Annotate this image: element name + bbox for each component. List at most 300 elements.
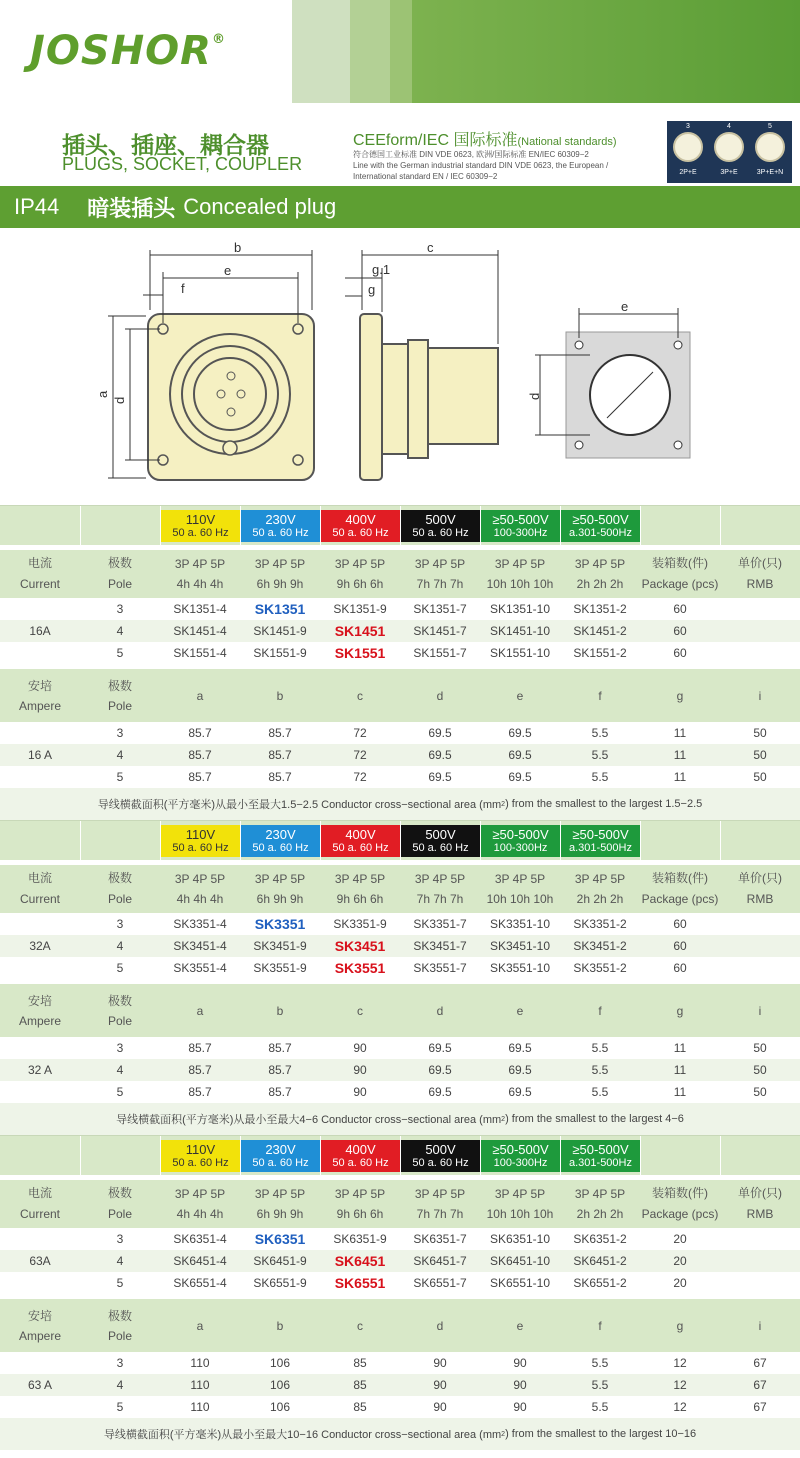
spec-block-16a: [0, 505, 800, 820]
dim-label-b: b: [234, 240, 242, 255]
model-code: SK1351-2: [573, 602, 627, 616]
model-code: SK1351: [254, 601, 306, 617]
dim-col-header: d: [436, 1318, 444, 1333]
conductor-note: 导线横截面积(平方毫米)从最小至最大1.5−2.5 Conductor cross−sectional area (mm 2 ) from the smallest to the largest 1.5−2.5: [0, 788, 800, 820]
spec-block-63a: [0, 1135, 800, 1450]
model-code: SK1551-10: [489, 646, 551, 660]
price-cell: [720, 620, 800, 642]
frequency-value: 100-300Hz: [493, 1157, 548, 1169]
dim-col-header: d: [436, 1003, 444, 1018]
dim-value: 85.7: [268, 748, 292, 762]
dim-value: 106: [269, 1400, 291, 1414]
dim-value: 5.5: [591, 1356, 609, 1370]
model-code: SK3551-7: [413, 961, 467, 975]
model-code: SK3451-7: [413, 939, 467, 953]
dim-label-e: e: [224, 263, 232, 278]
dim-value: 106: [269, 1356, 291, 1370]
dim-value: 85.7: [268, 1063, 292, 1077]
dim-value: 69.5: [508, 1085, 532, 1099]
voltage-badge: [401, 825, 480, 857]
pole-header: 极数 Pole: [107, 678, 133, 713]
package-header: 装箱数(件) Package (pcs): [641, 871, 719, 906]
dim-value: 85.7: [268, 1041, 292, 1055]
current-value: 16A: [29, 624, 51, 638]
voltage-value: ≥50-500V: [492, 512, 549, 527]
product-en-name: Concealed plug: [183, 194, 337, 219]
pole-cell: 4: [116, 939, 124, 953]
model-code: SK6451-10: [489, 1254, 551, 1268]
pole-group-header: 3P 4P 5P 7h 7h 7h: [414, 872, 466, 906]
frequency-value: 50 a. 60 Hz: [332, 842, 389, 854]
voltage-value: ≥50-500V: [492, 827, 549, 842]
dim-col-header: a: [196, 688, 204, 703]
model-header-row: [0, 1175, 800, 1228]
pole-group-header: 3P 4P 5P 10h 10h 10h: [486, 557, 554, 591]
pin-label-3pe: 3P+E: [720, 169, 738, 176]
model-rows: [0, 598, 800, 664]
dimension-rows: [0, 1037, 800, 1103]
pole-group-header: 3P 4P 5P 9h 6h 6h: [334, 1187, 386, 1221]
voltage-value: ≥50-500V: [572, 827, 629, 842]
model-code: SK3551-9: [253, 961, 307, 975]
model-code: SK1351-4: [173, 602, 227, 616]
frequency-value: a.301-500Hz: [569, 527, 632, 539]
dim-value: 69.5: [428, 726, 452, 740]
frequency-value: 50 a. 60 Hz: [252, 842, 309, 854]
pole-cell: 3: [116, 602, 124, 616]
voltage-value: 500V: [425, 512, 456, 527]
price-cell: [720, 957, 800, 979]
package-header: 装箱数(件) Package (pcs): [641, 556, 719, 591]
dim-col-header: g: [676, 1003, 684, 1018]
dim-col-header: b: [276, 1003, 284, 1018]
socket-5pin-icon: [755, 132, 785, 162]
dim-value: 85.7: [268, 770, 292, 784]
dimension-header-row: [0, 1294, 800, 1352]
price-header: 单价(只) RMB: [738, 1186, 782, 1221]
pole-group-header: 3P 4P 5P 10h 10h 10h: [486, 1187, 554, 1221]
product-cn-name: 暗装插头: [87, 195, 176, 221]
model-code: SK1551-9: [253, 646, 307, 660]
current-value: 63A: [29, 1254, 51, 1268]
cutout-label-e: e: [621, 299, 629, 314]
voltage-badge: [321, 825, 400, 857]
voltage-badge: [481, 1140, 560, 1172]
pole-cell: 4: [116, 748, 124, 762]
model-code: SK1451-2: [573, 624, 627, 638]
pole-header: 极数 Pole: [107, 1308, 133, 1343]
ampere-header: 安培 Ampere: [18, 678, 62, 713]
package-cell: 60: [673, 939, 687, 953]
ampere-value: 63 A: [27, 1378, 53, 1392]
pole-cell: 5: [116, 1276, 124, 1290]
dimension-row: [0, 766, 800, 788]
pole-group-header: 3P 4P 5P 4h 4h 4h: [174, 1187, 226, 1221]
dim-value: 85.7: [188, 1063, 212, 1077]
dim-label-g1: g.1: [372, 262, 391, 277]
model-code: SK3551-2: [573, 961, 627, 975]
price-cell: [720, 935, 800, 957]
voltage-badge: [321, 1140, 400, 1172]
model-code: SK3351-7: [413, 917, 467, 931]
model-code: SK3551-4: [173, 961, 227, 975]
pole-group-header: 3P 4P 5P 2h 2h 2h: [574, 872, 626, 906]
ip-rating: IP44: [14, 194, 60, 219]
frequency-value: 50 a. 60 Hz: [412, 527, 469, 539]
dim-value: 110: [190, 1400, 210, 1414]
model-code: SK1451-7: [413, 624, 467, 638]
frequency-value: a.301-500Hz: [569, 1157, 632, 1169]
pole-cell: 5: [116, 646, 124, 660]
current-header: 电流 Current: [19, 1186, 60, 1221]
price-cell: [720, 642, 800, 664]
model-code: SK3551: [334, 960, 386, 976]
pole-cell: 5: [116, 770, 124, 784]
dim-value: 85: [353, 1378, 367, 1392]
dim-value: 11: [673, 770, 687, 784]
dim-col-header: i: [758, 1003, 762, 1018]
dim-value: 11: [673, 726, 687, 740]
model-code: SK3451: [334, 938, 386, 954]
current-value: 32A: [29, 939, 51, 953]
dim-value: 50: [753, 748, 767, 762]
model-code: SK3451-4: [173, 939, 227, 953]
dim-value: 11: [673, 1041, 687, 1055]
model-code: SK6451-7: [413, 1254, 467, 1268]
model-header-row: [0, 545, 800, 598]
model-rows: [0, 1228, 800, 1294]
model-code: SK6451-9: [253, 1254, 307, 1268]
ampere-value: 32 A: [27, 1063, 53, 1077]
dim-value: 50: [753, 1063, 767, 1077]
model-code: SK6351-9: [333, 1232, 387, 1246]
pole-cell: 5: [116, 1400, 124, 1414]
model-row: [0, 1272, 800, 1294]
dim-col-header: a: [196, 1003, 204, 1018]
dim-value: 12: [673, 1356, 687, 1370]
dim-value: 90: [513, 1356, 527, 1370]
cutout-label-d: d: [527, 392, 542, 400]
dim-value: 69.5: [508, 1041, 532, 1055]
price-cell: [720, 1250, 800, 1272]
dimension-row: [0, 1081, 800, 1103]
dim-value: 67: [753, 1378, 767, 1392]
pole-cell: 5: [116, 961, 124, 975]
model-row: [0, 642, 800, 664]
model-code: SK1551-7: [413, 646, 467, 660]
model-code: SK1351-9: [333, 602, 387, 616]
dimension-row: [0, 1037, 800, 1059]
pole-cell: 3: [116, 917, 124, 931]
dim-value: 85: [353, 1400, 367, 1414]
voltage-badge: [561, 825, 640, 857]
model-row: [0, 1250, 800, 1272]
price-header: 单价(只) RMB: [738, 556, 782, 591]
model-code: SK1551-2: [573, 646, 627, 660]
voltage-badge: [241, 510, 320, 542]
model-row: [0, 957, 800, 979]
standard-title: CEEform/IEC 国际标准(National standards): [353, 132, 617, 149]
dim-value: 90: [353, 1085, 367, 1099]
pole-header: 极数 Pole: [107, 556, 133, 591]
pole-group-header: 3P 4P 5P 2h 2h 2h: [574, 1187, 626, 1221]
pole-header: 极数 Pole: [107, 1186, 133, 1221]
dim-value: 5.5: [591, 1041, 609, 1055]
pole-group-header: 3P 4P 5P 7h 7h 7h: [414, 557, 466, 591]
en-title: PLUGS, SOCKET, COUPLER: [62, 154, 303, 174]
pole-cell: 3: [116, 1356, 124, 1370]
dim-col-header: g: [676, 688, 684, 703]
voltage-badge: [401, 510, 480, 542]
voltage-header-row: [0, 505, 800, 545]
dim-label-f: f: [181, 281, 185, 296]
dim-value: 69.5: [428, 1063, 452, 1077]
dimension-row: [0, 722, 800, 744]
dim-value: 90: [353, 1063, 367, 1077]
frequency-value: 100-300Hz: [493, 842, 548, 854]
frequency-value: 50 a. 60 Hz: [172, 1157, 229, 1169]
dim-col-header: f: [598, 1318, 602, 1333]
dim-value: 90: [433, 1356, 447, 1370]
pin-count-5: 5: [768, 123, 772, 130]
current-header: 电流 Current: [19, 871, 60, 906]
pin-count-3: 3: [686, 123, 690, 130]
voltage-header-row: [0, 820, 800, 860]
dim-value: 110: [190, 1378, 210, 1392]
dim-value: 85.7: [268, 726, 292, 740]
dimension-header-row: [0, 664, 800, 722]
frequency-value: 50 a. 60 Hz: [412, 1157, 469, 1169]
model-code: SK6551-4: [173, 1276, 227, 1290]
dim-col-header: e: [516, 688, 524, 703]
dim-value: 69.5: [508, 726, 532, 740]
dimension-rows: [0, 722, 800, 788]
voltage-badge: [561, 1140, 640, 1172]
model-code: SK1451-9: [253, 624, 307, 638]
pole-cell: 4: [116, 1378, 124, 1392]
dim-value: 50: [753, 726, 767, 740]
dim-col-header: e: [516, 1318, 524, 1333]
voltage-badge: [401, 1140, 480, 1172]
voltage-header-row: [0, 1135, 800, 1175]
dim-value: 85.7: [188, 748, 212, 762]
voltage-value: 400V: [345, 827, 376, 842]
dim-value: 5.5: [591, 1400, 609, 1414]
dim-value: 85: [353, 1356, 367, 1370]
dim-value: 67: [753, 1400, 767, 1414]
model-row: [0, 620, 800, 642]
dim-value: 106: [269, 1378, 291, 1392]
price-cell: [720, 913, 800, 935]
pole-cell: 4: [116, 1063, 124, 1077]
voltage-badge: [241, 1140, 320, 1172]
voltage-value: 230V: [265, 1142, 296, 1157]
dimension-rows: [0, 1352, 800, 1418]
package-cell: 20: [673, 1232, 687, 1246]
model-header-row: [0, 860, 800, 913]
frequency-value: 50 a. 60 Hz: [332, 1157, 389, 1169]
price-header: 单价(只) RMB: [738, 871, 782, 906]
voltage-value: 230V: [265, 827, 296, 842]
voltage-value: 110V: [185, 827, 216, 842]
voltage-value: 110V: [185, 1142, 216, 1157]
dim-value: 72: [353, 748, 367, 762]
dim-value: 69.5: [508, 1063, 532, 1077]
pole-group-header: 3P 4P 5P 10h 10h 10h: [486, 872, 554, 906]
package-cell: 60: [673, 602, 687, 616]
model-code: SK6351: [254, 1231, 306, 1247]
model-code: SK6451-4: [173, 1254, 227, 1268]
dim-col-header: c: [357, 1318, 363, 1333]
dim-label-a: a: [95, 390, 110, 398]
dim-value: 90: [513, 1378, 527, 1392]
package-cell: 60: [673, 917, 687, 931]
dim-label-c: c: [427, 240, 434, 255]
pole-group-header: 3P 4P 5P 6h 9h 9h: [254, 557, 306, 591]
dim-value: 67: [753, 1356, 767, 1370]
dim-value: 11: [673, 1085, 687, 1099]
package-cell: 20: [673, 1254, 687, 1268]
socket-4pin-icon: [714, 132, 744, 162]
pole-cell: 3: [116, 1232, 124, 1246]
spec-block-32a: [0, 820, 800, 1135]
model-code: SK6551-7: [413, 1276, 467, 1290]
voltage-value: ≥50-500V: [492, 1142, 549, 1157]
dim-col-header: a: [196, 1318, 204, 1333]
dim-value: 5.5: [591, 1378, 609, 1392]
frequency-value: a.301-500Hz: [569, 842, 632, 854]
voltage-value: 230V: [265, 512, 296, 527]
pole-group-header: 3P 4P 5P 9h 6h 6h: [334, 557, 386, 591]
dim-value: 72: [353, 770, 367, 784]
model-code: SK6451-2: [573, 1254, 627, 1268]
pole-header: 极数 Pole: [107, 871, 133, 906]
pole-group-header: 3P 4P 5P 6h 9h 9h: [254, 872, 306, 906]
dim-value: 50: [753, 1085, 767, 1099]
model-code: SK3551-10: [489, 961, 551, 975]
section-title-bar: [0, 186, 800, 228]
socket-3pin-icon: [673, 132, 703, 162]
dim-label-d: d: [112, 396, 127, 404]
voltage-badge: [481, 510, 560, 542]
package-cell: 60: [673, 646, 687, 660]
dim-col-header: c: [357, 1003, 363, 1018]
model-row: [0, 1228, 800, 1250]
pole-group-header: 3P 4P 5P 9h 6h 6h: [334, 872, 386, 906]
cn-title: 插头、插座、耦合器: [62, 132, 269, 158]
dim-col-header: b: [276, 688, 284, 703]
frequency-value: 50 a. 60 Hz: [332, 527, 389, 539]
frequency-value: 50 a. 60 Hz: [252, 1157, 309, 1169]
frequency-value: 50 a. 60 Hz: [172, 842, 229, 854]
voltage-value: 110V: [185, 512, 216, 527]
pin-label-2pe: 2P+E: [679, 169, 697, 176]
dim-value: 90: [433, 1400, 447, 1414]
frequency-value: 100-300Hz: [493, 527, 548, 539]
dim-col-header: d: [436, 688, 444, 703]
dim-label-g: g: [368, 282, 376, 297]
pole-group-header: 3P 4P 5P 4h 4h 4h: [174, 557, 226, 591]
dim-col-header: i: [758, 1318, 762, 1333]
dim-value: 5.5: [591, 1063, 609, 1077]
model-rows: [0, 913, 800, 979]
dimension-row: [0, 1396, 800, 1418]
current-header: 电流 Current: [19, 556, 60, 591]
pin-count-4: 4: [727, 123, 731, 130]
pole-group-header: 3P 4P 5P 7h 7h 7h: [414, 1187, 466, 1221]
voltage-value: 500V: [425, 1142, 456, 1157]
ampere-value: 16 A: [27, 748, 53, 762]
model-code: SK3351-2: [573, 917, 627, 931]
dim-value: 85.7: [188, 1085, 212, 1099]
model-code: SK6551-10: [489, 1276, 551, 1290]
dim-value: 12: [673, 1378, 687, 1392]
dimension-header-row: [0, 979, 800, 1037]
dim-value: 50: [753, 770, 767, 784]
voltage-value: ≥50-500V: [572, 512, 629, 527]
voltage-badge: [561, 510, 640, 542]
ampere-header: 安培 Ampere: [18, 1308, 62, 1343]
dim-value: 110: [190, 1356, 210, 1370]
subheader: [0, 103, 800, 186]
front-view-drawing: [108, 250, 314, 480]
dim-value: 85.7: [188, 770, 212, 784]
dim-col-header: f: [598, 688, 602, 703]
dim-value: 90: [353, 1041, 367, 1055]
pole-header: 极数 Pole: [107, 993, 133, 1028]
pole-cell: 4: [116, 1254, 124, 1268]
dim-value: 5.5: [591, 1085, 609, 1099]
model-code: SK6551-9: [253, 1276, 307, 1290]
model-code: SK1551-4: [173, 646, 227, 660]
model-code: SK6351-2: [573, 1232, 627, 1246]
dim-value: 69.5: [508, 748, 532, 762]
package-header: 装箱数(件) Package (pcs): [641, 1186, 719, 1221]
panel-cutout-drawing: [535, 308, 690, 458]
voltage-badge: [161, 825, 240, 857]
technical-drawing: [0, 228, 800, 505]
dim-value: 69.5: [428, 770, 452, 784]
dim-value: 50: [753, 1041, 767, 1055]
dimension-row: [0, 1352, 800, 1374]
dim-value: 69.5: [508, 770, 532, 784]
pole-cell: 3: [116, 726, 124, 740]
frequency-value: 50 a. 60 Hz: [412, 842, 469, 854]
standard-description: 符合德国工业标准 DIN VDE 0623, 欧洲/国际标准 EN/IEC 60309−2 Line with the German industrial standard DIN VDE 0623, the European / International standard EN / IEC 60309−2: [353, 150, 609, 181]
voltage-badge: [481, 825, 560, 857]
model-code: SK1451: [334, 623, 386, 639]
pole-cell: 5: [116, 1085, 124, 1099]
model-code: SK3351-10: [489, 917, 551, 931]
dim-value: 5.5: [591, 748, 609, 762]
dimension-row: [0, 1059, 800, 1081]
package-cell: 60: [673, 624, 687, 638]
dim-value: 90: [513, 1400, 527, 1414]
package-cell: 60: [673, 961, 687, 975]
spec-tables: [0, 505, 800, 1450]
package-cell: 20: [673, 1276, 687, 1290]
dimension-row: [0, 744, 800, 766]
model-code: SK3351-9: [333, 917, 387, 931]
dim-value: 11: [673, 748, 687, 762]
dim-value: 85.7: [188, 726, 212, 740]
dim-value: 5.5: [591, 726, 609, 740]
dim-value: 11: [673, 1063, 687, 1077]
frequency-value: 50 a. 60 Hz: [252, 527, 309, 539]
model-code: SK3351: [254, 916, 306, 932]
dim-value: 69.5: [428, 748, 452, 762]
model-code: SK1351-10: [489, 602, 551, 616]
